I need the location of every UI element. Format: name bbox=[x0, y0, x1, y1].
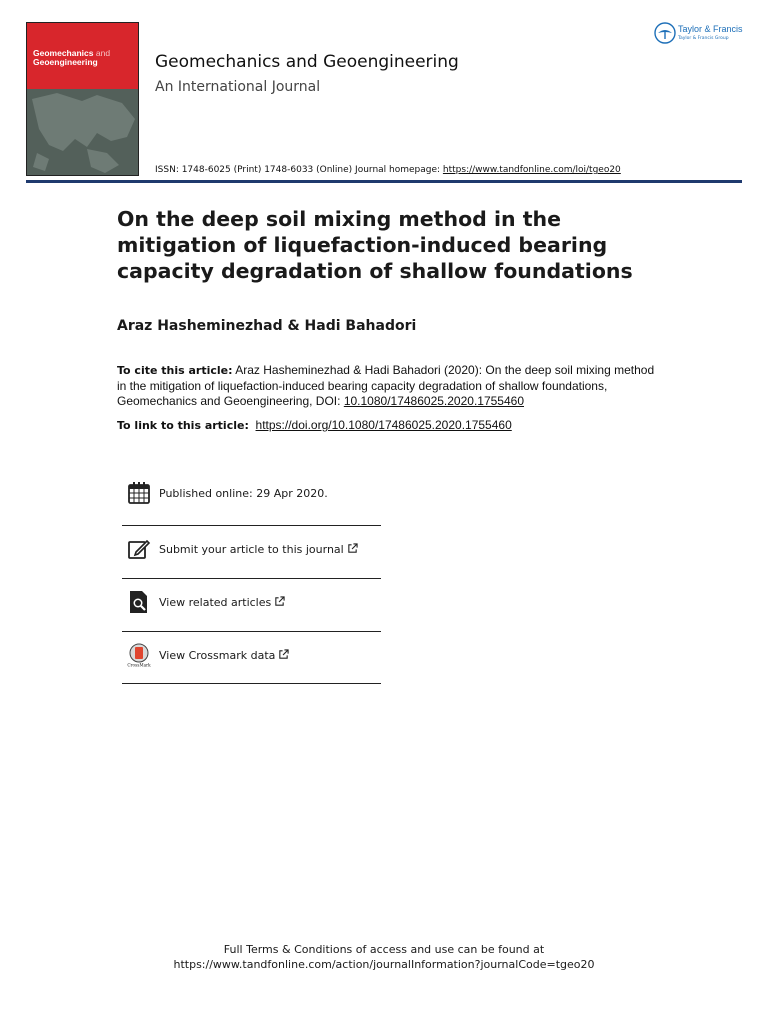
crossmark-row[interactable] bbox=[122, 636, 381, 689]
link-block bbox=[117, 418, 512, 432]
issn-text: ISSN: 1748-6025 (Print) 1748-6033 (Online) Journal homepage: bbox=[155, 165, 443, 175]
crossmark-icon bbox=[127, 643, 151, 667]
footer-terms bbox=[0, 942, 768, 972]
journal-homepage-link[interactable]: https://www.tandfonline.com/loi/tgeo20 bbox=[442, 165, 621, 175]
footer-line1: Full Terms & Conditions of access and use can be found at bbox=[223, 943, 545, 956]
cite-text: Araz Hasheminezhad & Hadi Bahadori (2020): On the deep soil mixing method in the mitigation of liquefaction-induced bearing capacity degradation of shallow foundations, Geomechanics and Geoengineering, DOI: bbox=[117, 363, 655, 408]
crossmark-logo-text: CrossMark bbox=[127, 662, 151, 667]
crossmark-label: View Crossmark data bbox=[159, 649, 276, 662]
info-divider bbox=[122, 683, 381, 684]
info-divider bbox=[122, 631, 381, 632]
cite-label: To cite this article: bbox=[117, 364, 233, 377]
published-row bbox=[122, 474, 381, 527]
citation-block bbox=[117, 363, 662, 410]
cover-title-line2: Geoengineering bbox=[33, 57, 98, 67]
taylor-francis-icon bbox=[654, 22, 676, 44]
related-articles-link[interactable] bbox=[159, 596, 285, 609]
info-divider bbox=[122, 578, 381, 579]
issn-line bbox=[155, 165, 621, 175]
journal-cover bbox=[26, 22, 139, 176]
article-doi-url-link[interactable]: https://doi.org/10.1080/17486025.2020.1755460 bbox=[255, 418, 512, 432]
external-link-icon bbox=[274, 596, 285, 607]
crossmark-link[interactable] bbox=[159, 649, 289, 662]
publisher-logo[interactable] bbox=[654, 22, 749, 46]
link-label: To link to this article: bbox=[117, 419, 249, 432]
external-link-icon bbox=[347, 543, 358, 554]
cover-title bbox=[33, 49, 137, 67]
cover-title-and: and bbox=[95, 48, 111, 58]
submit-article-label: Submit your article to this journal bbox=[159, 543, 344, 556]
header-divider bbox=[26, 180, 742, 183]
publisher-subname: Taylor & Francis Group bbox=[678, 36, 729, 41]
external-link-icon bbox=[278, 649, 289, 660]
footer-terms-link[interactable]: https://www.tandfonline.com/action/journalInformation?journalCode=tgeo20 bbox=[173, 958, 595, 971]
submit-article-link[interactable] bbox=[159, 543, 358, 556]
article-title: On the deep soil mixing method in the mitigation of liquefaction-induced bearing capacity degradation of shallow foundations bbox=[117, 207, 633, 283]
submit-article-row[interactable] bbox=[122, 530, 381, 583]
cover-title-line1: Geomechanics bbox=[33, 48, 94, 58]
doi-link[interactable]: 10.1080/17486025.2020.1755460 bbox=[343, 394, 524, 408]
publisher-name: Taylor & Francis bbox=[678, 24, 743, 34]
related-articles-row[interactable] bbox=[122, 583, 381, 636]
document-search-icon bbox=[127, 590, 151, 614]
info-divider bbox=[122, 525, 381, 526]
edit-icon bbox=[127, 537, 151, 561]
calendar-icon bbox=[127, 481, 151, 505]
cover-map-graphic bbox=[27, 89, 139, 176]
published-date: Published online: 29 Apr 2020. bbox=[159, 487, 328, 500]
journal-subtitle: An International Journal bbox=[155, 79, 321, 95]
article-authors: Araz Hasheminezhad & Hadi Bahadori bbox=[117, 318, 417, 334]
related-articles-label: View related articles bbox=[159, 596, 272, 609]
journal-title: Geomechanics and Geoengineering bbox=[155, 52, 459, 72]
